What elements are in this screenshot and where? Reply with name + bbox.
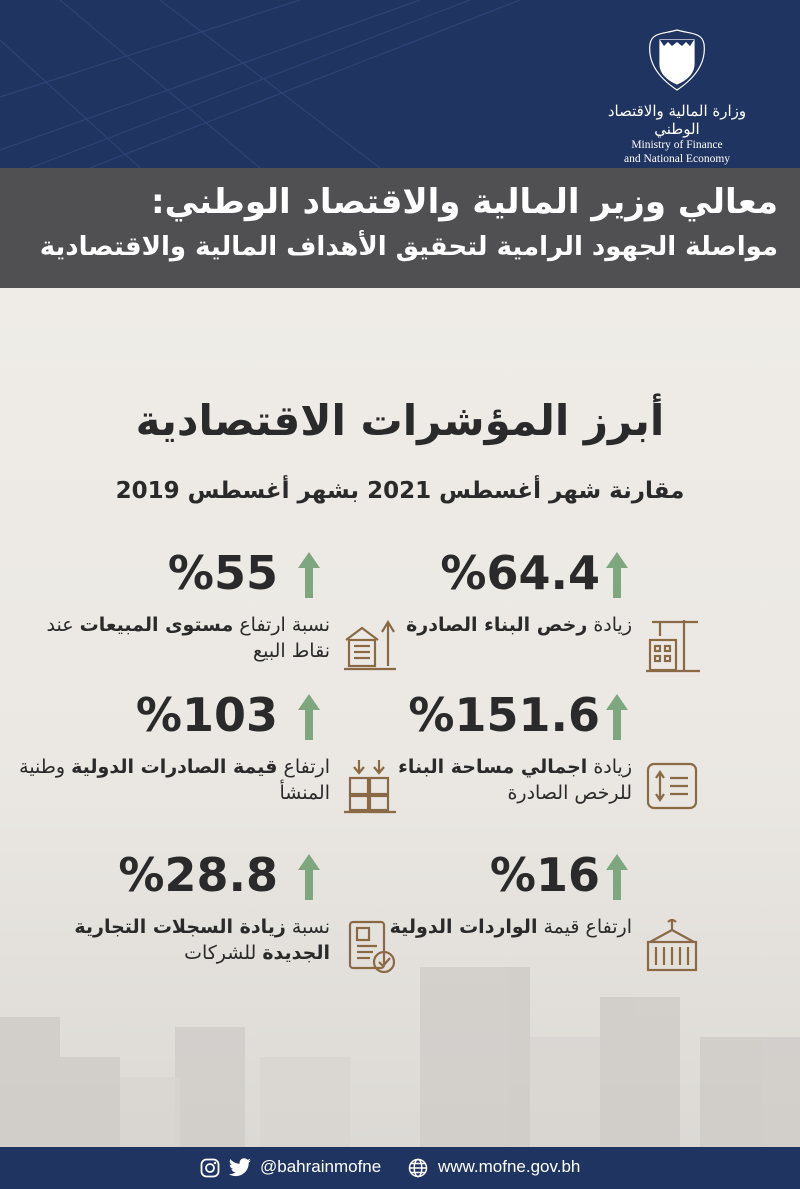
ministry-logo [602, 26, 752, 166]
up-arrow-icon [298, 854, 320, 900]
stat-description: نسبة ارتفاع مستوى المبيعات عند نقاط البيع [46, 614, 330, 662]
up-arrow-icon [298, 552, 320, 598]
export-boxes-icon [340, 756, 400, 816]
twitter-icon[interactable] [228, 1158, 252, 1178]
indicators-section [0, 288, 800, 1147]
headline-banner [0, 168, 800, 288]
footer-bar [0, 1147, 800, 1189]
social-handle[interactable]: @bahrainmofne [260, 1157, 382, 1176]
up-arrow-icon [606, 854, 628, 900]
header-bar [0, 0, 800, 168]
logo-english-line2: and National Economy [623, 153, 731, 165]
bahrain-emblem-icon [646, 26, 708, 94]
stat-value: %103 [135, 688, 278, 742]
headline-line1: معالي وزير المالية والاقتصاد الوطني: [151, 182, 778, 222]
up-arrow-icon [606, 694, 628, 740]
stat-value: %16 [489, 848, 600, 902]
stat-value: %151.6 [408, 688, 600, 742]
shipping-container-icon [642, 916, 702, 976]
instagram-icon[interactable] [200, 1158, 220, 1178]
main-title: أبرز المؤشرات الاقتصادية [135, 396, 665, 445]
logo-english-line1: Ministry of Finance [631, 139, 723, 151]
logo-arabic-text: وزارة المالية والاقتصاد الوطني [607, 102, 747, 138]
crane-building-icon [642, 614, 702, 674]
stat-description: نسبة زيادة السجلات التجارية الجديدة للشركات [74, 916, 330, 964]
sales-growth-icon [340, 614, 400, 674]
globe-icon [408, 1158, 428, 1178]
stat-value: %28.8 [118, 848, 278, 902]
up-arrow-icon [606, 552, 628, 598]
up-arrow-icon [298, 694, 320, 740]
registry-document-icon [340, 916, 400, 976]
stat-value: %55 [167, 546, 278, 600]
stat-description: زيادة اجمالي مساحة البناء للرخص الصادرة [398, 756, 632, 804]
stat-description: زيادة رخص البناء الصادرة [406, 614, 632, 636]
area-measure-icon [642, 756, 702, 816]
headline-line2: مواصلة الجهود الرامية لتحقيق الأهداف المالية والاقتصادية [39, 232, 778, 262]
website-link[interactable]: www.mofne.gov.bh [438, 1157, 581, 1176]
stat-value: %64.4 [440, 546, 600, 600]
stat-description: ارتفاع قيمة الواردات الدولية [389, 916, 632, 938]
comparison-subtitle: مقارنة شهر أغسطس 2021 بشهر أغسطس 2019 [115, 478, 685, 504]
stat-description: ارتفاع قيمة الصادرات الدولية وطنية المنشأ [19, 756, 330, 804]
